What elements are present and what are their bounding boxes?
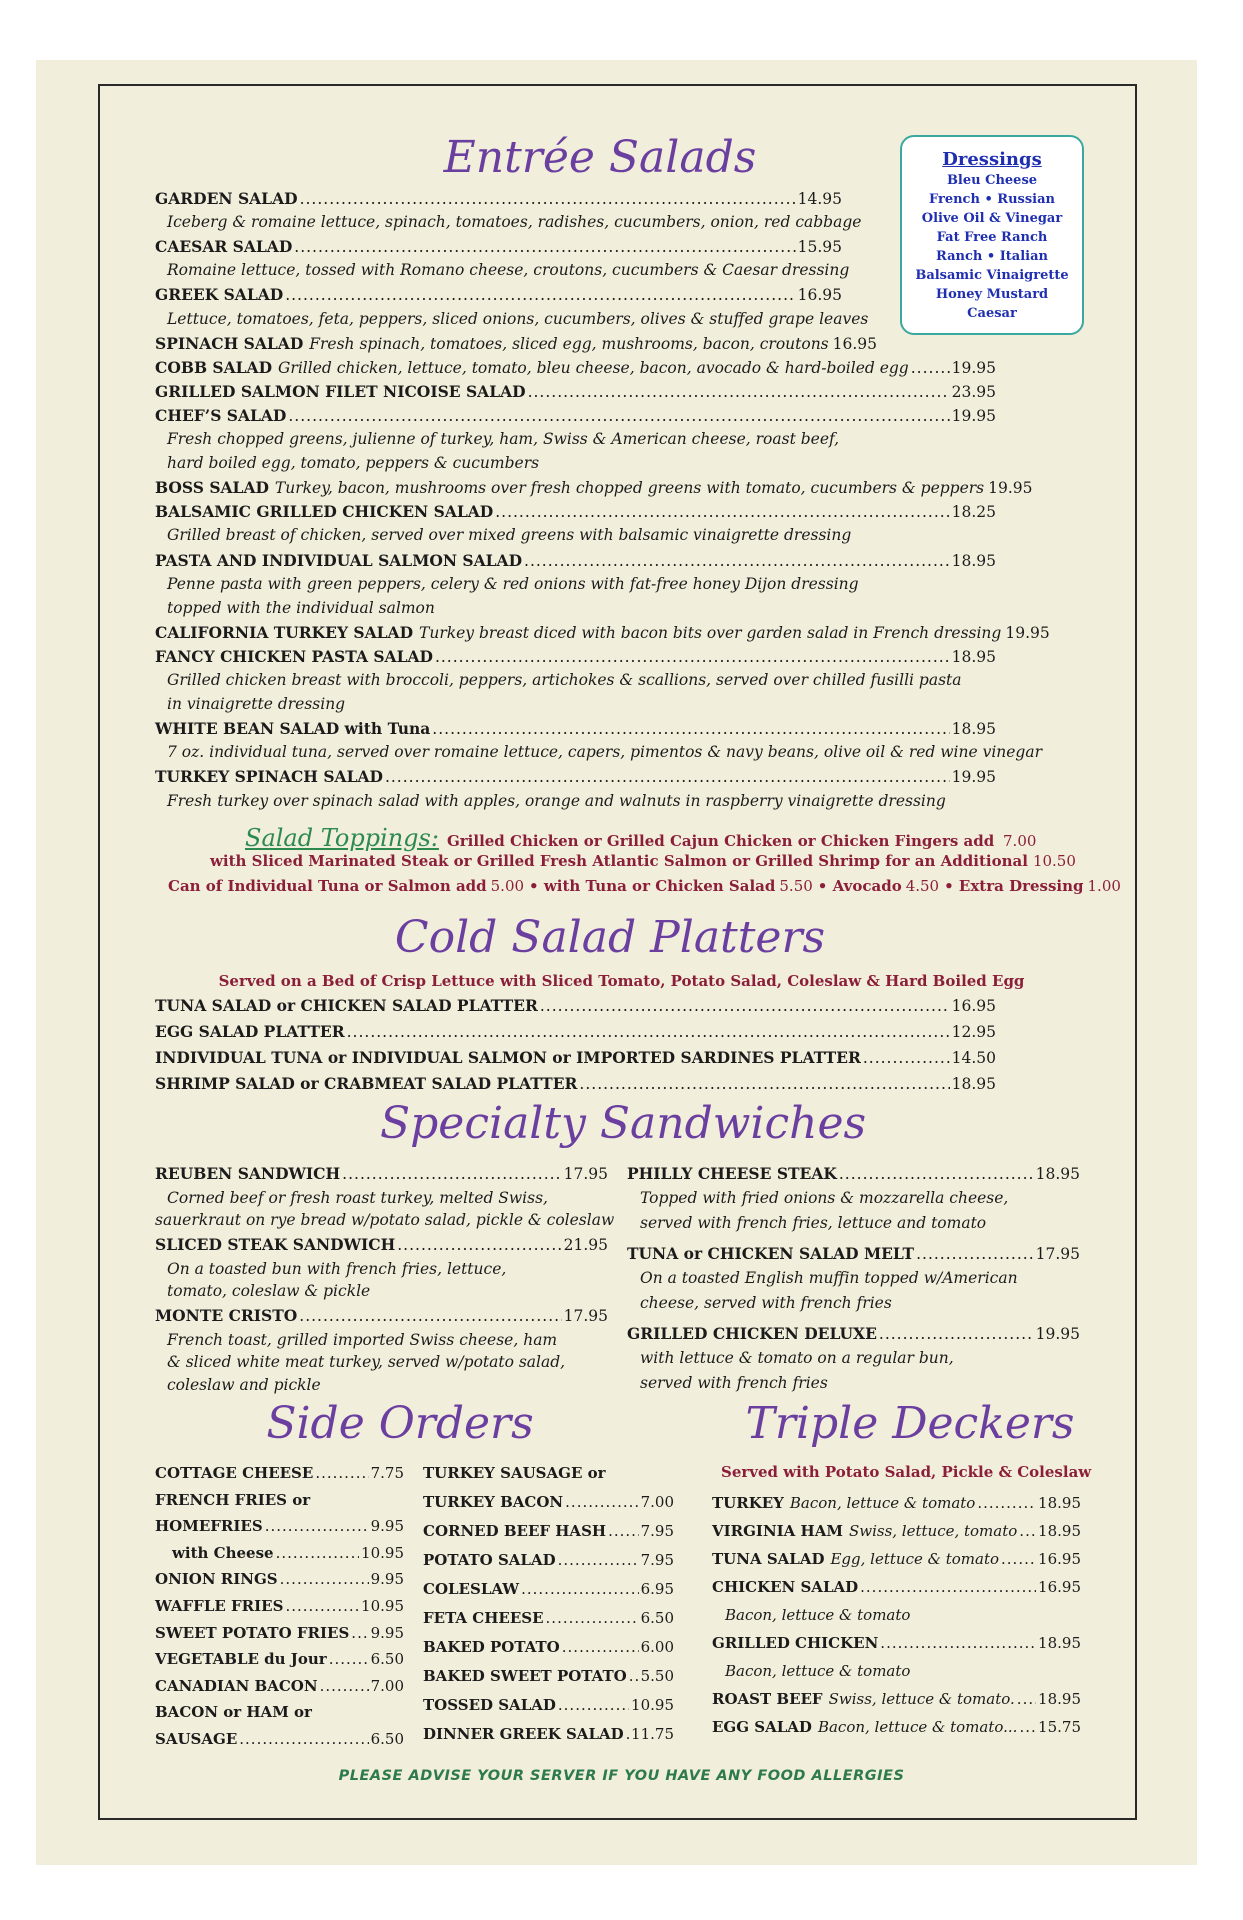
leader-dots [342, 1165, 561, 1183]
item-price: 10.95 [361, 1543, 404, 1562]
menu-item-row [155, 1022, 996, 1041]
dressing-option: Ranch • Italian [936, 249, 1048, 264]
toppings-text: • Extra Dressing [944, 877, 1084, 895]
toppings-line-2 [210, 852, 1076, 870]
item-note: hard boiled egg, tomato, peppers & cucumbers [167, 454, 540, 473]
menu-item-row [155, 719, 996, 738]
item-price: 18.95 [1038, 1634, 1081, 1652]
triple-subtitle: Served with Potato Salad, Pickle & Coleslaw [721, 1463, 1092, 1481]
item-name: TUNA or CHICKEN SALAD MELT [627, 1244, 915, 1263]
menu-item-row [712, 1718, 1081, 1736]
toppings-text: • Avocado [817, 877, 902, 895]
item-name: VIRGINIA HAM [712, 1522, 843, 1540]
menu-item-row [155, 622, 1050, 642]
item-note: in vinaigrette dressing [167, 695, 346, 714]
item-price: 17.95 [563, 1165, 608, 1183]
item-name: EGG SALAD [712, 1718, 812, 1736]
leader-dots [280, 1570, 369, 1588]
menu-item-row [155, 1164, 608, 1183]
item-name: ONION RINGS [155, 1570, 278, 1589]
item-name: TURKEY SAUSAGE or [423, 1464, 606, 1482]
menu-item-row [155, 1677, 404, 1695]
toppings-price: 4.50 [905, 877, 940, 895]
leader-dots [285, 1597, 359, 1615]
leader-dots [880, 1634, 1036, 1652]
leader-dots [546, 1609, 639, 1627]
menu-item-row [155, 1517, 404, 1535]
leader-dots [524, 552, 950, 570]
item-price: 10.95 [631, 1696, 674, 1714]
menu-item-row [155, 478, 1033, 498]
item-name: CANADIAN BACON [155, 1676, 318, 1695]
item-note: Bacon, lettuce & tomato [725, 1662, 911, 1680]
item-note: Lettuce, tomatoes, feta, peppers, sliced onions, cucumbers, olives & stuffed grape leaves [167, 309, 869, 328]
menu-item-row [155, 767, 996, 786]
item-price: 7.95 [640, 1522, 674, 1540]
leader-dots [239, 1730, 368, 1748]
item-note: Iceberg & romaine lettuce, spinach, tomatoes, radishes, cucumbers, onion, red cabbage [167, 213, 862, 232]
item-name: CAESAR SALAD [155, 237, 293, 257]
item-price: 18.95 [1035, 1165, 1080, 1183]
item-name: GRILLED CHICKEN [712, 1634, 879, 1652]
item-note: cheese, served with french fries [640, 1294, 892, 1312]
menu-item-row [423, 1725, 674, 1743]
leader-dots [397, 1236, 561, 1254]
item-name: GRILLED CHICKEN DELUXE [627, 1324, 877, 1343]
menu-item-row [155, 189, 842, 208]
menu-item-row [627, 1244, 1080, 1263]
leader-dots [288, 407, 949, 425]
menu-item-row [712, 1522, 1081, 1540]
dressing-option: Caesar [967, 306, 1017, 321]
item-name: REUBEN SANDWICH [155, 1164, 341, 1183]
leader-dots [977, 1494, 1036, 1512]
item-name: with Cheese [172, 1543, 274, 1562]
item-price: 17.95 [563, 1307, 608, 1325]
item-note: Romaine lettuce, tossed with Romano cheese, croutons, cucumbers & Caesar dressing [167, 261, 850, 280]
item-name: TUNA SALAD or CHICKEN SALAD PLATTER [155, 996, 538, 1015]
item-note: Grilled chicken breast with broccoli, peppers, artichokes & scallions, served over chilled fusilli pasta [167, 671, 962, 689]
menu-item-row [712, 1494, 1081, 1512]
dressings-title: Dressings [942, 149, 1042, 170]
title-triple-deckers: Triple Deckers [745, 1398, 1075, 1449]
dressings-list [902, 171, 1082, 323]
toppings-price: 7.00 [998, 832, 1037, 850]
item-name: DINNER GREEK SALAD [423, 1725, 624, 1743]
menu-item-row [155, 502, 996, 521]
item-price: 18.95 [951, 1075, 996, 1093]
item-price: 7.00 [370, 1676, 404, 1695]
item-note: Corned beef or fresh roast turkey, melted Swiss, [167, 1188, 548, 1207]
item-name: CORNED BEEF HASH [423, 1522, 607, 1540]
toppings-line-3 [168, 877, 1121, 895]
item-name: POTATO SALAD [423, 1551, 556, 1569]
item-price: 14.50 [951, 1049, 996, 1067]
item-note: served with french fries [640, 1374, 828, 1392]
item-price: 18.95 [951, 720, 996, 739]
menu-item-row [423, 1696, 674, 1714]
item-name: WAFFLE FRIES [155, 1597, 284, 1615]
menu-item-row [712, 1578, 1081, 1596]
item-note: Penne pasta with green peppers, celery & red onions with fat-free honey Dijon dressing [167, 574, 859, 593]
item-note: topped with the individual salmon [167, 598, 435, 617]
menu-item-row [155, 1306, 608, 1325]
item-note: On a toasted bun with french fries, lettuce, [167, 1259, 507, 1278]
item-note: tomato, coleslaw & pickle [167, 1282, 371, 1300]
leader-dots [1019, 1522, 1036, 1540]
item-price: 16.95 [1038, 1578, 1081, 1596]
toppings-label: Salad Toppings: [245, 824, 439, 852]
leader-dots [608, 1522, 639, 1540]
item-note: with lettuce & tomato on a regular bun, [640, 1349, 954, 1367]
leader-dots [1001, 1550, 1036, 1568]
dressing-option: Honey Mustard [935, 287, 1049, 302]
menu-item-row [155, 1730, 404, 1748]
item-name: COLESLAW [423, 1580, 520, 1598]
item-price: 19.95 [951, 358, 996, 377]
item-name: ROAST BEEF [712, 1690, 823, 1708]
leader-dots [521, 1580, 638, 1598]
title-side-orders: Side Orders [266, 1398, 534, 1449]
item-price: 7.00 [640, 1493, 674, 1511]
menu-item-row [627, 1324, 1080, 1343]
item-name: VEGETABLE du Jour [155, 1650, 327, 1669]
item-note: sauerkraut on rye bread w/potato salad, pickle & coleslaw [155, 1211, 615, 1229]
item-name: INDIVIDUAL TUNA or INDIVIDUAL SALMON or IMPORTED SARDINES PLATTER [155, 1048, 861, 1067]
item-name: BACON or HAM or [155, 1703, 312, 1722]
item-price: 16.95 [951, 997, 996, 1015]
menu-item-row [155, 1650, 404, 1668]
leader-dots [860, 1578, 1036, 1596]
item-price: 18.95 [1038, 1690, 1081, 1708]
leader-dots [265, 1517, 369, 1535]
item-price: 15.95 [797, 238, 842, 257]
leader-dots [315, 1464, 368, 1482]
leader-dots [863, 1049, 950, 1067]
dressing-option: Bleu Cheese [946, 173, 1038, 188]
menu-item-row [423, 1493, 674, 1511]
menu-item-row [155, 285, 842, 304]
dressing-option: Balsamic Vinaigrette [915, 268, 1069, 283]
item-price: 19.95 [1005, 623, 1050, 642]
menu-item-row [155, 237, 842, 256]
item-name: SAUSAGE [155, 1730, 238, 1748]
item-price: 6.50 [370, 1650, 404, 1669]
leader-dots [385, 768, 950, 786]
item-name: SPINACH SALAD [155, 333, 304, 353]
leader-dots [540, 997, 950, 1015]
menu-item-row [423, 1638, 674, 1656]
item-name: FETA CHEESE [423, 1609, 544, 1627]
leader-dots [528, 383, 950, 401]
title-entree-salads: Entrée Salads [443, 132, 757, 183]
menu-item-row [423, 1609, 674, 1627]
leader-dots [579, 1075, 949, 1093]
item-price: 16.95 [797, 286, 842, 305]
item-price: 9.95 [370, 1517, 404, 1536]
item-name: TURKEY SPINACH SALAD [155, 767, 383, 787]
item-name: SHRIMP SALAD or CRABMEAT SALAD PLATTER [155, 1074, 578, 1093]
item-name: SLICED STEAK SANDWICH [155, 1235, 396, 1254]
item-name: WHITE BEAN SALAD with Tuna [155, 719, 431, 739]
leader-dots [351, 1624, 368, 1642]
leader-dots [879, 1325, 1034, 1343]
allergy-notice: PLEASE ADVISE YOUR SERVER IF YOU HAVE ANY FOOD ALLERGIES [338, 1768, 905, 1784]
item-description: Bacon, lettuce & tomato [789, 1494, 976, 1512]
menu-item-row [155, 333, 878, 353]
item-price: 16.95 [1038, 1550, 1081, 1568]
item-name: GRILLED SALMON FILET NICOISE SALAD [155, 381, 526, 401]
item-note: Fresh turkey over spinach salad with apples, orange and walnuts in raspberry vinaigrette dressing [167, 791, 946, 810]
leader-dots [839, 1165, 1034, 1183]
dressing-option: French • Russian [928, 192, 1055, 207]
leader-dots [911, 359, 950, 377]
item-name: HOMEFRIES [155, 1517, 263, 1536]
leader-dots [432, 720, 949, 738]
item-name: CALIFORNIA TURKEY SALAD [155, 622, 414, 642]
leader-dots [294, 238, 795, 256]
menu-item-row [423, 1580, 674, 1598]
menu-item-row [423, 1667, 674, 1685]
leader-dots [435, 648, 950, 666]
item-name: TURKEY [712, 1494, 784, 1512]
leader-dots [329, 1650, 369, 1668]
dressings-box [900, 135, 1084, 335]
item-price: 6.95 [640, 1580, 674, 1598]
item-price: 23.95 [951, 382, 996, 401]
item-price: 7.75 [370, 1464, 404, 1482]
item-name: TURKEY BACON [423, 1493, 564, 1511]
menu-item-row [423, 1464, 674, 1482]
item-price: 6.00 [640, 1638, 674, 1656]
item-note: served with french fries, lettuce and tomato [640, 1214, 987, 1232]
item-name: GARDEN SALAD [155, 189, 298, 208]
leader-dots [562, 1638, 639, 1656]
item-price: 16.95 [832, 334, 878, 353]
menu-item-row [155, 1048, 996, 1067]
item-price: 15.75 [1038, 1718, 1081, 1736]
menu-item-row [155, 406, 996, 425]
item-description: Egg, lettuce & tomato [830, 1550, 1000, 1568]
title-specialty-sandwiches: Specialty Sandwiches [380, 1098, 867, 1149]
menu-item-row [155, 1624, 404, 1642]
item-price: 9.95 [370, 1570, 404, 1589]
toppings-price: 5.50 [779, 877, 813, 895]
leader-dots [495, 503, 949, 521]
item-price: 14.95 [797, 190, 842, 208]
item-price: 18.95 [951, 551, 996, 570]
item-note: Topped with fried onions & mozzarella cheese, [640, 1189, 1009, 1207]
item-price: 18.95 [1038, 1522, 1081, 1540]
menu-item-row [712, 1634, 1081, 1652]
item-name: PASTA AND INDIVIDUAL SALMON SALAD [155, 550, 523, 570]
item-price: 5.50 [640, 1667, 674, 1685]
toppings-text: with Sliced Marinated Steak or Grilled Fresh Atlantic Salmon or Grilled Shrimp for an Additional [210, 852, 1028, 870]
leader-dots [320, 1677, 369, 1695]
toppings-price: 1.00 [1087, 877, 1121, 895]
leader-dots [558, 1551, 639, 1569]
menu-item-row [155, 1570, 404, 1588]
item-note: coleslaw and pickle [167, 1375, 321, 1394]
item-price: 11.75 [631, 1725, 674, 1743]
menu-item-row [423, 1551, 674, 1569]
toppings-price: 10.50 [1032, 852, 1076, 870]
leader-dots [299, 1307, 561, 1325]
item-price: 19.95 [988, 479, 1033, 498]
leader-dots [347, 1023, 950, 1041]
item-price: 6.50 [640, 1609, 674, 1627]
menu-item-row [155, 551, 996, 570]
leader-dots [629, 1667, 639, 1685]
item-price: 6.50 [370, 1730, 404, 1748]
item-name: SWEET POTATO FRIES [155, 1623, 350, 1642]
dressing-option: Fat Free Ranch [936, 230, 1048, 245]
cold-subtitle: Served on a Bed of Crisp Lettuce with Sliced Tomato, Potato Salad, Coleslaw & Hard Boiled Egg [218, 972, 1025, 990]
item-price: 19.95 [951, 406, 996, 425]
leader-dots [916, 1245, 1034, 1263]
item-price: 7.95 [640, 1551, 674, 1569]
item-name: COTTAGE CHEESE [155, 1464, 314, 1482]
item-name: BALSAMIC GRILLED CHICKEN SALAD [155, 502, 494, 522]
title-cold-salad-platters: Cold Salad Platters [394, 912, 826, 963]
menu-item-row [155, 1491, 404, 1509]
menu-item-row [172, 1544, 404, 1562]
leader-dots [300, 190, 796, 208]
item-note: & sliced white meat turkey, served w/potato salad, [167, 1353, 566, 1371]
menu-item-row [627, 1164, 1080, 1183]
item-description: Grilled chicken, lettuce, tomato, bleu cheese, bacon, avocado & hard-boiled egg [278, 358, 909, 377]
item-name: EGG SALAD PLATTER [155, 1022, 345, 1041]
toppings-price: 5.00 [490, 877, 525, 895]
toppings-text: Grilled Chicken or Grilled Cajun Chicken or Chicken Fingers add [446, 832, 995, 850]
item-description: Turkey breast diced with bacon bits over garden salad in French dressing [419, 623, 1002, 642]
item-price: 17.95 [1035, 1245, 1080, 1263]
item-name: CHEF’S SALAD [155, 405, 287, 425]
item-note: French toast, grilled imported Swiss cheese, ham [167, 1330, 558, 1349]
item-price: 12.95 [951, 1023, 996, 1041]
item-price: 21.95 [563, 1236, 608, 1254]
dressing-option: Olive Oil & Vinegar [921, 211, 1063, 226]
item-name: FRENCH FRIES or [155, 1490, 311, 1509]
item-description: Turkey, bacon, mushrooms over fresh chopped greens with tomato, cucumbers & peppers [274, 479, 985, 498]
item-price: 10.95 [361, 1597, 404, 1615]
item-price: 18.95 [951, 647, 996, 666]
leader-dots [1019, 1718, 1036, 1736]
item-price: 18.25 [951, 503, 996, 522]
menu-item-row [155, 647, 996, 666]
item-note: On a toasted English muffin topped w/American [640, 1269, 1018, 1287]
item-description: Swiss, lettuce, tomato [848, 1522, 1018, 1540]
menu-item-row [155, 1597, 404, 1615]
menu-item-row [155, 996, 996, 1015]
toppings-text: Can of Individual Tuna or Salmon add [168, 877, 487, 895]
menu-item-row [155, 1235, 608, 1254]
menu-item-row [155, 1464, 404, 1482]
item-price: 18.95 [1038, 1494, 1081, 1512]
leader-dots [565, 1493, 638, 1511]
leader-dots [285, 286, 795, 304]
menu-item-row [155, 1074, 996, 1093]
leader-dots [558, 1696, 629, 1714]
item-note: Fresh chopped greens, julienne of turkey, ham, Swiss & American cheese, roast beef, [167, 430, 840, 448]
item-note: Grilled breast of chicken, served over mixed greens with balsamic vinaigrette dressing [167, 526, 852, 545]
item-name: BOSS SALAD [155, 478, 269, 498]
item-name: FANCY CHICKEN PASTA SALAD [155, 646, 433, 666]
item-name: TUNA SALAD [712, 1550, 825, 1568]
item-name: MONTE CRISTO [155, 1306, 298, 1325]
item-note: Bacon, lettuce & tomato [725, 1606, 911, 1624]
toppings-text: • with Tuna or Chicken Salad [529, 877, 776, 895]
leader-dots [276, 1544, 359, 1562]
item-name: PHILLY CHEESE STEAK [627, 1164, 837, 1183]
menu-item-row [423, 1522, 674, 1540]
item-note: 7 oz. individual tuna, served over romaine lettuce, capers, pimentos & navy beans, olive oil & red wine vinegar [167, 743, 1043, 762]
item-name: COBB SALAD [155, 357, 273, 377]
item-price: 9.95 [370, 1623, 404, 1642]
item-description: Swiss, lettuce & tomato. [828, 1690, 1015, 1708]
item-name: CHICKEN SALAD [712, 1578, 859, 1596]
item-name: GREEK SALAD [155, 285, 284, 305]
item-price: 19.95 [1035, 1325, 1080, 1343]
item-name: TOSSED SALAD [423, 1696, 556, 1714]
menu-item-row [155, 382, 996, 401]
item-name: BAKED SWEET POTATO [423, 1667, 627, 1685]
leader-dots [1017, 1690, 1036, 1708]
toppings-line-1 [245, 824, 1036, 852]
item-description: Bacon, lettuce & tomato... [817, 1718, 1018, 1736]
item-price: 19.95 [951, 768, 996, 787]
leader-dots [626, 1725, 629, 1743]
menu-item-row [155, 358, 996, 377]
menu-item-row [155, 1703, 404, 1721]
item-description: Fresh spinach, tomatoes, sliced egg, mushrooms, bacon, croutons [309, 334, 829, 353]
item-name: BAKED POTATO [423, 1638, 560, 1656]
menu-item-row [712, 1550, 1081, 1568]
menu-item-row [712, 1690, 1081, 1708]
